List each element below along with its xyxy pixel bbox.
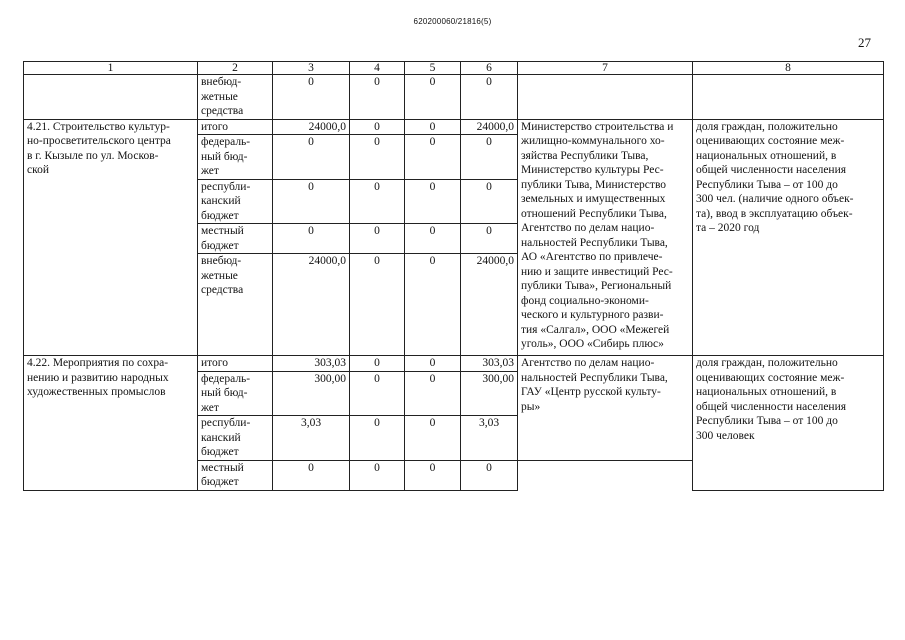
table-row (24, 356, 884, 372)
funding-source: республи- канский бюджет (198, 179, 273, 224)
executors-cell: Агентство по делам нацио- нальностей Республики Тыва, ГАУ «Центр русской культу- ры» (518, 356, 693, 461)
funding-source: внебюд- жетные средства (198, 75, 273, 120)
empty-cell (518, 460, 693, 490)
measure-title: 4.22. Мероприятия по сохра- нению и развитию народных художественных промыслов (24, 356, 198, 491)
value-cell: 300,00 (461, 371, 518, 416)
value-cell: 0 (461, 179, 518, 224)
column-header: 8 (693, 62, 884, 75)
value-cell: 0 (350, 371, 405, 416)
page-number: 27 (858, 35, 871, 50)
value-cell: 24000,0 (273, 254, 350, 356)
measure-title: 4.21. Строительство культур- но-просветительского центра в г. Кызыле по ул. Москов- ской (24, 119, 198, 356)
value-cell: 0 (405, 460, 461, 490)
value-cell: 24000,0 (273, 119, 350, 135)
value-cell: 0 (405, 356, 461, 372)
value-cell: 0 (405, 179, 461, 224)
value-cell: 0 (461, 460, 518, 490)
funding-source: федераль- ный бюд- жет (198, 135, 273, 180)
value-cell: 0 (350, 179, 405, 224)
column-header: 6 (461, 62, 518, 75)
value-cell: 0 (273, 460, 350, 490)
continued-cell (693, 75, 884, 120)
funding-source: внебюд- жетные средства (198, 254, 273, 356)
value-cell: 0 (350, 254, 405, 356)
value-cell: 0 (405, 224, 461, 254)
continued-cell (24, 75, 198, 120)
value-cell: 0 (405, 416, 461, 461)
program-table (23, 61, 884, 491)
funding-source: местный бюджет (198, 460, 273, 490)
value-cell: 0 (273, 75, 350, 120)
funding-source: итого (198, 119, 273, 135)
value-cell: 0 (350, 119, 405, 135)
value-cell: 0 (405, 371, 461, 416)
value-cell: 0 (405, 75, 461, 120)
value-cell: 0 (350, 224, 405, 254)
value-cell: 0 (350, 135, 405, 180)
executors-cell: Министерство строительства и жилищно-коммунального хо- зяйства Республики Тыва, Министерство культуры Рес- публики Тыва, Министерство земельных и имущественных отношений Республики Тыва, Агентство по делам нацио- нальностей Республики Тыва, АО «Агентство по привлече- нию и защите инвестиций Рес- публики Тыва», Региональный фонд социально-экономи- ческого и культурного разви- тия «Салгал», ООО «Межегей уголь», ООО «Сибирь плюс» (518, 119, 693, 356)
value-cell: 0 (461, 75, 518, 120)
value-cell: 3,03 (273, 416, 350, 461)
value-cell: 0 (461, 224, 518, 254)
continued-cell (518, 75, 693, 120)
value-cell: 300,00 (273, 371, 350, 416)
value-cell: 0 (350, 416, 405, 461)
value-cell: 24000,0 (461, 119, 518, 135)
column-header: 1 (24, 62, 198, 75)
value-cell: 303,03 (461, 356, 518, 372)
document-stamp: 620200060/21816(5) (413, 17, 492, 26)
value-cell: 0 (461, 135, 518, 180)
value-cell: 0 (350, 460, 405, 490)
value-cell: 0 (405, 135, 461, 180)
funding-source: федераль- ный бюд- жет (198, 371, 273, 416)
value-cell: 0 (405, 119, 461, 135)
column-header: 2 (198, 62, 273, 75)
column-header: 5 (405, 62, 461, 75)
value-cell: 0 (350, 356, 405, 372)
value-cell: 0 (273, 224, 350, 254)
value-cell: 3,03 (461, 416, 518, 461)
column-header: 4 (350, 62, 405, 75)
funding-source: республи- канский бюджет (198, 416, 273, 461)
table-row (24, 75, 884, 120)
column-numbers-row (24, 62, 884, 75)
funding-source: итого (198, 356, 273, 372)
value-cell: 0 (273, 135, 350, 180)
value-cell: 0 (350, 75, 405, 120)
table-row (24, 119, 884, 135)
value-cell: 0 (273, 179, 350, 224)
funding-source: местный бюджет (198, 224, 273, 254)
column-header: 3 (273, 62, 350, 75)
value-cell: 24000,0 (461, 254, 518, 356)
result-cell: доля граждан, положительно оценивающих состояние меж- национальных отношений, в общей численности населения Республики Тыва – от 100 до 300 человек (693, 356, 884, 491)
column-header: 7 (518, 62, 693, 75)
value-cell: 0 (405, 254, 461, 356)
value-cell: 303,03 (273, 356, 350, 372)
result-cell: доля граждан, положительно оценивающих состояние меж- национальных отношений, в общей численности населения Республики Тыва – от 100 до 300 чел. (наличие одного объек- та), ввод в эксплуатацию объек- та – 2020 год (693, 119, 884, 356)
